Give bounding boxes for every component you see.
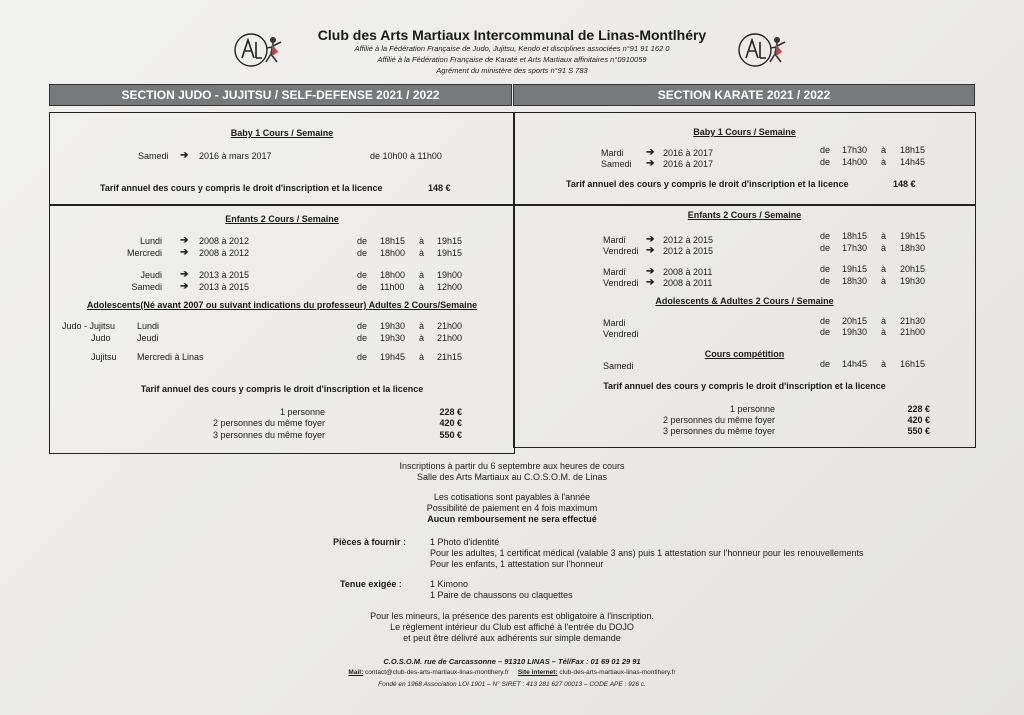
arrow-icon: ➔: [646, 245, 655, 256]
end: 18h15: [900, 145, 926, 155]
start: 18h00: [380, 270, 406, 280]
pieces-item: 1 Photo d'identité: [430, 537, 500, 547]
day: Vendredi: [603, 246, 639, 256]
info-paiement: Possibilité de paiement en 4 fois maximum: [426, 503, 598, 513]
who: 2 personnes du même foyer: [212, 418, 325, 428]
agrement: Agrément du ministère des sports n°91 S 783: [436, 66, 588, 75]
start: 18h30: [842, 276, 868, 286]
info-reglement: Le règlement intérieur du Club est affiché à l'entrée du DOJO: [390, 622, 634, 632]
arrow-icon: ➔: [180, 281, 189, 292]
end: 19h15: [437, 248, 463, 258]
de: de: [820, 316, 831, 326]
karate-section-banner: [513, 84, 975, 106]
end: 14h45: [900, 157, 926, 167]
judo-ados-title: Adolescents(Né avant 2007 ou suivant indications du professeur) Adultes 2 Cours/Semaine: [86, 300, 478, 310]
day: Mardi: [603, 267, 626, 277]
a: à: [419, 333, 425, 343]
de: de: [820, 276, 831, 286]
a: à: [419, 270, 425, 280]
start: 14h45: [842, 359, 868, 369]
de: de: [357, 270, 368, 280]
de: de: [820, 157, 831, 167]
footer-contact: [0, 669, 1024, 676]
info-mineurs: Pour les mineurs, la présence des parents est obligatoire à l'inscription.: [370, 611, 654, 621]
price: 228 €: [439, 407, 462, 417]
end: 19h15: [900, 231, 926, 241]
end: 16h15: [900, 359, 926, 369]
end: 12h00: [437, 282, 463, 292]
a: à: [419, 282, 425, 292]
start: 17h30: [842, 145, 868, 155]
pieces-item: Pour les enfants, 1 attestation sur l'honneur: [430, 559, 604, 569]
info-remboursement: Aucun remboursement ne sera effectué: [427, 514, 597, 524]
info-salle: Salle des Arts Martiaux au C.O.S.O.M. de Linas: [416, 472, 608, 482]
a: à: [881, 359, 887, 369]
judo-section-banner: [49, 84, 512, 106]
tenue-item: 1 Paire de chaussons ou claquettes: [430, 590, 573, 600]
start: 19h15: [842, 264, 868, 274]
day: Jeudi: [137, 333, 159, 343]
judo-baby-tarif-price: 148 €: [428, 183, 451, 193]
end: 21h30: [900, 316, 926, 326]
day: Vendredi: [603, 278, 639, 288]
karate-tarif-label: Tarif annuel des cours y compris le droit d'inscription et la licence: [603, 381, 886, 391]
years: 2016 à 2017: [663, 148, 714, 158]
a: à: [881, 243, 887, 253]
de: de: [820, 145, 831, 155]
end: 20h15: [900, 264, 926, 274]
tenue-label: Tenue exigée :: [340, 579, 402, 589]
judo-baby-tarif-label: Tarif annuel des cours y compris le droit d'inscription et la licence: [100, 183, 383, 193]
a: à: [881, 231, 887, 241]
karate-competition-title: Cours compétition: [704, 349, 785, 359]
a: à: [881, 327, 887, 337]
arrow-icon: ➔: [646, 147, 655, 158]
years: 2012 à 2015: [663, 246, 714, 256]
arrow-icon: ➔: [180, 247, 189, 258]
end: 21h00: [437, 321, 463, 331]
end: 19h30: [900, 276, 926, 286]
de: de: [357, 333, 368, 343]
de: de: [357, 282, 368, 292]
who: 1 personne: [729, 404, 775, 414]
years: 2008 à 2012: [199, 236, 250, 246]
day: Mardi: [603, 318, 626, 328]
start: 17h30: [842, 243, 868, 253]
years: 2008 à 2011: [663, 267, 713, 277]
karate-baby-tarif-label: Tarif annuel des cours y compris le droit d'inscription et la licence: [566, 179, 849, 189]
start: 18h00: [380, 248, 406, 258]
de: de: [820, 231, 831, 241]
affiliation-karate: Affilié à la Fédération Française de Karaté et Arts Martiaux affinitaires n°0910059: [377, 55, 647, 64]
de: de: [820, 359, 831, 369]
mail-label: Mail:: [348, 669, 364, 676]
a: à: [419, 321, 425, 331]
day: Samedi: [601, 159, 632, 169]
end: 19h00: [437, 270, 463, 280]
arrow-icon: ➔: [646, 158, 655, 169]
end: 21h00: [437, 333, 463, 343]
arrow-icon: ➔: [180, 235, 189, 246]
karate-ados-title: Adolescents & Adultes 2 Cours / Semaine: [655, 296, 834, 306]
price: 550 €: [439, 430, 462, 440]
a: à: [419, 248, 425, 258]
info-inscriptions: Inscriptions à partir du 6 septembre aux heures de cours: [399, 461, 625, 471]
day: Samedi: [603, 361, 634, 371]
affiliation-judo: Affilié à la Fédération Française de Judo, Jujitsu, Kendo et disciplines associées n°91 91 162 0: [354, 44, 670, 53]
start: 19h30: [380, 321, 406, 331]
a: à: [881, 145, 887, 155]
years: 2013 à 2015: [199, 282, 250, 292]
de: de: [820, 243, 831, 253]
tenue-item: 1 Kimono: [430, 579, 469, 589]
site-label: Site internet:: [517, 669, 558, 676]
start: 18h15: [842, 231, 868, 241]
price: 420 €: [439, 418, 462, 428]
a: à: [881, 264, 887, 274]
judo-baby-years: 2016 à mars 2017: [199, 151, 272, 161]
start: 14h00: [842, 157, 868, 167]
arrow-icon: ➔: [180, 150, 189, 161]
price: 420 €: [907, 415, 930, 425]
years: 2016 à 2017: [663, 159, 714, 169]
start: 20h15: [842, 316, 868, 326]
end: 18h30: [900, 243, 926, 253]
price: 550 €: [907, 426, 930, 436]
day: Lundi: [139, 236, 162, 246]
day: Mardi: [603, 235, 626, 245]
day: Mercredi: [126, 248, 162, 258]
pieces-item: Pour les adultes, 1 certificat médical (valable 3 ans) puis 1 attestation sur l'honneur pour les renouvellements: [430, 548, 864, 558]
who: 1 personne: [279, 407, 325, 417]
karate-banner-text: SECTION KARATE 2021 / 2022: [657, 88, 831, 102]
karate-baby-title: Baby 1 Cours / Semaine: [693, 127, 796, 137]
judo-enfants-title: Enfants 2 Cours / Semaine: [225, 214, 339, 224]
arrow-icon: ➔: [646, 234, 655, 245]
de: de: [820, 327, 831, 337]
years: 2013 à 2015: [199, 270, 250, 280]
mail-link[interactable]: contact@club-des-arts-martiaux-linas-montlhery.fr: [365, 669, 509, 676]
who: 3 personnes du même foyer: [662, 426, 775, 436]
judo-baby-title: Baby 1 Cours / Semaine: [230, 128, 334, 138]
judo-banner-text: SECTION JUDO - JUJITSU / SELF-DEFENSE 2021 / 2022: [121, 88, 440, 102]
footer-address: C.O.S.O.M. rue de Carcassonne – 91310 LINAS – Tél/Fax : 01 69 01 29 91: [383, 657, 641, 666]
a: à: [881, 276, 887, 286]
arrow-icon: ➔: [646, 277, 655, 288]
arrow-icon: ➔: [646, 266, 655, 277]
de: de: [357, 352, 368, 362]
karate-enfants-title: Enfants 2 Cours / Semaine: [687, 210, 802, 220]
end: 19h15: [437, 236, 463, 246]
info-cotisations: Les cotisations sont payables à l'année: [433, 492, 591, 502]
karate-baby-tarif-price: 148 €: [893, 179, 916, 189]
discipline: Judo - Jujitsu: [62, 321, 116, 331]
a: à: [419, 236, 425, 246]
day: Vendredi: [603, 329, 639, 339]
info-delivre: et peut être délivré aux adhérents sur simple demande: [403, 633, 621, 643]
discipline: Jujitsu: [91, 352, 117, 362]
who: 2 personnes du même foyer: [662, 415, 775, 425]
a: à: [419, 352, 425, 362]
a: à: [881, 157, 887, 167]
start: 19h30: [380, 333, 406, 343]
judo-baby-time: de 10h00 à 11h00: [370, 151, 442, 161]
de: de: [820, 264, 831, 274]
years: 2012 à 2015: [663, 235, 714, 245]
judo-tarif-label: Tarif annuel des cours y compris le droit d'inscription et la licence: [140, 384, 424, 394]
end: 21h15: [437, 352, 463, 362]
day: Jeudi: [140, 270, 162, 280]
a: à: [881, 316, 887, 326]
arrow-icon: ➔: [180, 269, 189, 280]
start: 19h45: [380, 352, 406, 362]
day: Mardi: [601, 148, 624, 158]
day: Lundi: [137, 321, 160, 331]
discipline: Judo: [91, 333, 111, 343]
years: 2008 à 2011: [663, 278, 713, 288]
de: de: [357, 236, 368, 246]
judo-baby-day: Samedi: [138, 151, 169, 161]
start: 18h15: [380, 236, 406, 246]
day: Mercredi à Linas: [137, 352, 204, 362]
footer-legal: Fondé en 1968 Association LOI 1901 – N° SIRET : 413 281 627 00013 – CODE APE : 926 c.: [378, 681, 646, 688]
de: de: [357, 248, 368, 258]
pieces-label: Pièces à fournir :: [333, 537, 407, 547]
de: de: [357, 321, 368, 331]
years: 2008 à 2012: [199, 248, 250, 258]
day: Samedi: [131, 282, 162, 292]
site-link[interactable]: club-des-arts-martiaux-linas-montlhery.fr: [559, 669, 676, 676]
club-title: Club des Arts Martiaux Intercommunal de Linas-Montlhéry: [317, 27, 707, 43]
end: 21h00: [900, 327, 926, 337]
price: 228 €: [907, 404, 930, 414]
start: 11h00: [380, 282, 405, 292]
who: 3 personnes du même foyer: [212, 430, 325, 440]
start: 19h30: [842, 327, 868, 337]
